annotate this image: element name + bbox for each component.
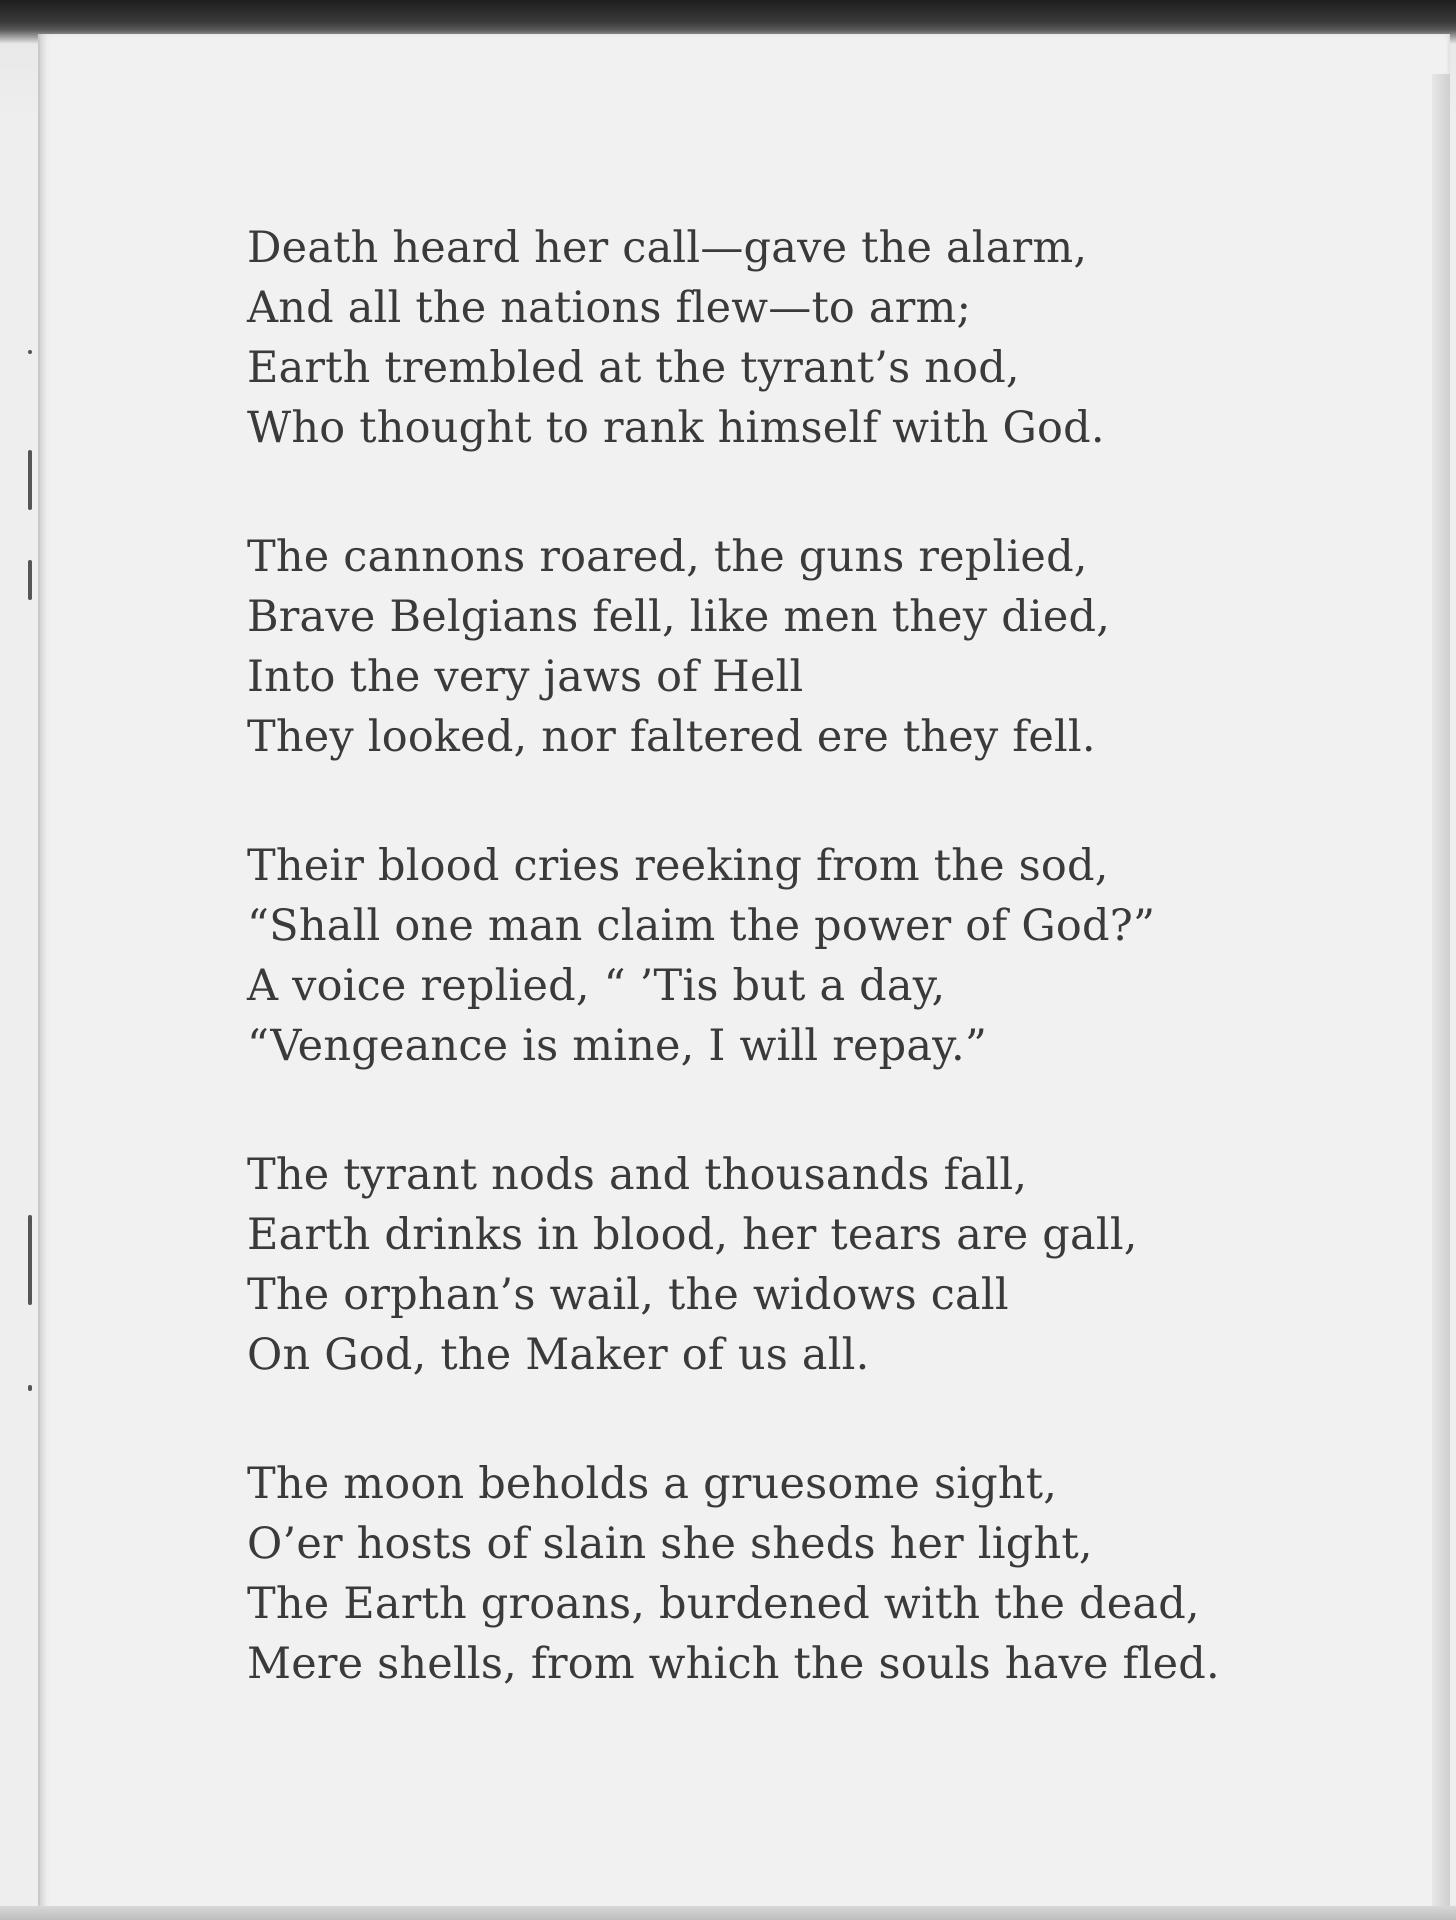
stanza bbox=[247, 836, 1247, 1076]
poem-line: Who thought to rank himself with God. bbox=[247, 403, 1105, 453]
poem-body bbox=[247, 218, 1247, 1694]
poem-line: Death heard her call—gave the alarm, bbox=[247, 223, 1088, 273]
poem-line: Their blood cries reeking from the sod, bbox=[247, 841, 1109, 891]
binding-mark bbox=[28, 1215, 32, 1305]
poem-line: The Earth groans, burdened with the dead, bbox=[247, 1579, 1200, 1629]
stanza bbox=[247, 527, 1247, 767]
poem-line: The cannons roared, the guns replied, bbox=[247, 532, 1088, 582]
poem-line: Mere shells, from which the souls have fled. bbox=[247, 1639, 1220, 1689]
poem-line: Earth trembled at the tyrant’s nod, bbox=[247, 343, 1020, 393]
poem-line: A voice replied, “ ’Tis but a day, bbox=[247, 961, 946, 1011]
poem-line: “Vengeance is mine, I will repay.” bbox=[247, 1021, 988, 1071]
stanza bbox=[247, 1145, 1247, 1385]
poem-line: O’er hosts of slain she sheds her light, bbox=[247, 1519, 1093, 1569]
page-right-edge bbox=[1432, 74, 1450, 1920]
poem-line: The orphan’s wail, the widows call bbox=[247, 1270, 1009, 1320]
binding-mark bbox=[28, 1385, 32, 1391]
poem-line: The tyrant nods and thousands fall, bbox=[247, 1150, 1028, 1200]
page-bottom-edge bbox=[0, 1906, 1456, 1920]
binding-mark bbox=[28, 350, 32, 354]
poem-line: Brave Belgians fell, like men they died, bbox=[247, 592, 1111, 642]
poem-line: And all the nations flew—to arm; bbox=[247, 283, 972, 333]
poem-line: Earth drinks in blood, her tears are gall, bbox=[247, 1210, 1138, 1260]
poem-line: Into the very jaws of Hell bbox=[247, 652, 804, 702]
binding-mark bbox=[28, 450, 32, 510]
poem-line: On God, the Maker of us all. bbox=[247, 1330, 870, 1380]
poem-line: “Shall one man claim the power of God?” bbox=[247, 901, 1156, 951]
stanza bbox=[247, 218, 1247, 458]
binding-mark bbox=[28, 560, 32, 600]
poem-line: They looked, nor faltered ere they fell. bbox=[247, 712, 1096, 762]
stanza bbox=[247, 1454, 1247, 1694]
poem-line: The moon beholds a gruesome sight, bbox=[247, 1459, 1058, 1509]
